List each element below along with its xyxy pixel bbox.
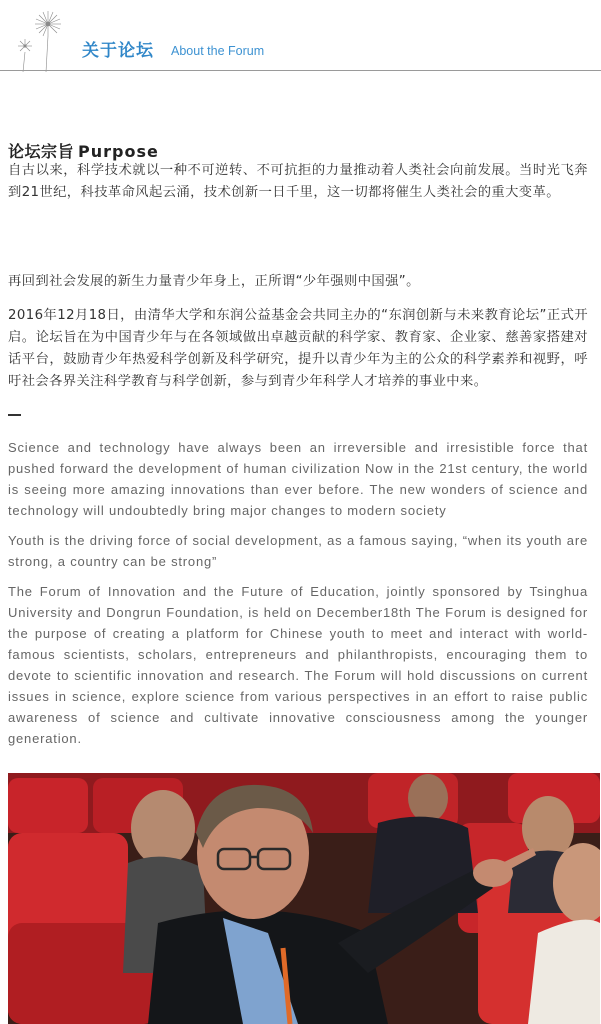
paragraph-cn-1: 自古以来，科学技术就以一种不可逆转、不可抗拒的力量推动着人类社会向前发展。当时光飞奔到21世纪，科技革命风起云涌，技术创新一日千里，这一切都将催生人类社会的重大变革。 <box>8 163 588 200</box>
page-header <box>0 0 601 72</box>
paragraph-cn-2: 再回到社会发展的新生力量青少年身上，正所谓“少年强则中国强”。 <box>8 274 420 289</box>
paragraph-en-1: Science and technology have always been an irreversible and irresistible force that pushed forward the development of human civilization Now in the 21st century, the world is seeing more amazing innovations than ever before. The new wonders of science and technology will undoubtedly bring major changes to modern society <box>8 440 588 518</box>
section-title-en: Purpose <box>78 142 159 161</box>
paragraph-cn-3: 2016年12月18日，由清华大学和东润公益基金会共同主办的“东润创新与未来教育论坛”正式开启。论坛旨在为中国青少年与在各领域做出卓越贡献的科学家、教育家、企业家、慈善家搭建对话平台，鼓励青少年热爱科学创新及科学研究，提升以青少年为主的公众的科学素养和视野，呼吁社会各界关注科学教育与科学创新，参与到青少年科学人才培养的事业中来。 <box>8 308 588 389</box>
paragraph-en-3: The Forum of Innovation and the Future of Education, jointly sponsored by Tsinghua University and Dongrun Foundation, is held on December18th The Forum is designed for the purpose of creating a platform for Chinese youth to meet and interact with world-famous scientists, scholars, entrepreneurs and philanthropists, encouraging them to devote to scientific innovation and research. The Forum will hold discussions on current issues in science, explore science from various perspectives in an effort to raise public awareness of science and cultivate innovative consciousness among the younger generation. <box>8 584 588 746</box>
section-title <box>8 139 159 162</box>
header-divider <box>0 70 601 71</box>
header-title-en: About the Forum <box>171 44 265 58</box>
forum-audience-photo <box>8 773 600 1024</box>
paragraph-en-2: Youth is the driving force of social development, as a famous saying, “when its youth are strong, a country can be strong” <box>8 533 588 569</box>
header-title-cn: 关于论坛 <box>82 41 154 61</box>
photo-illustration <box>8 773 600 1024</box>
section-divider-dash <box>8 414 21 416</box>
dandelion-icon <box>14 6 72 72</box>
section-title-cn: 论坛宗旨 <box>8 142 75 161</box>
